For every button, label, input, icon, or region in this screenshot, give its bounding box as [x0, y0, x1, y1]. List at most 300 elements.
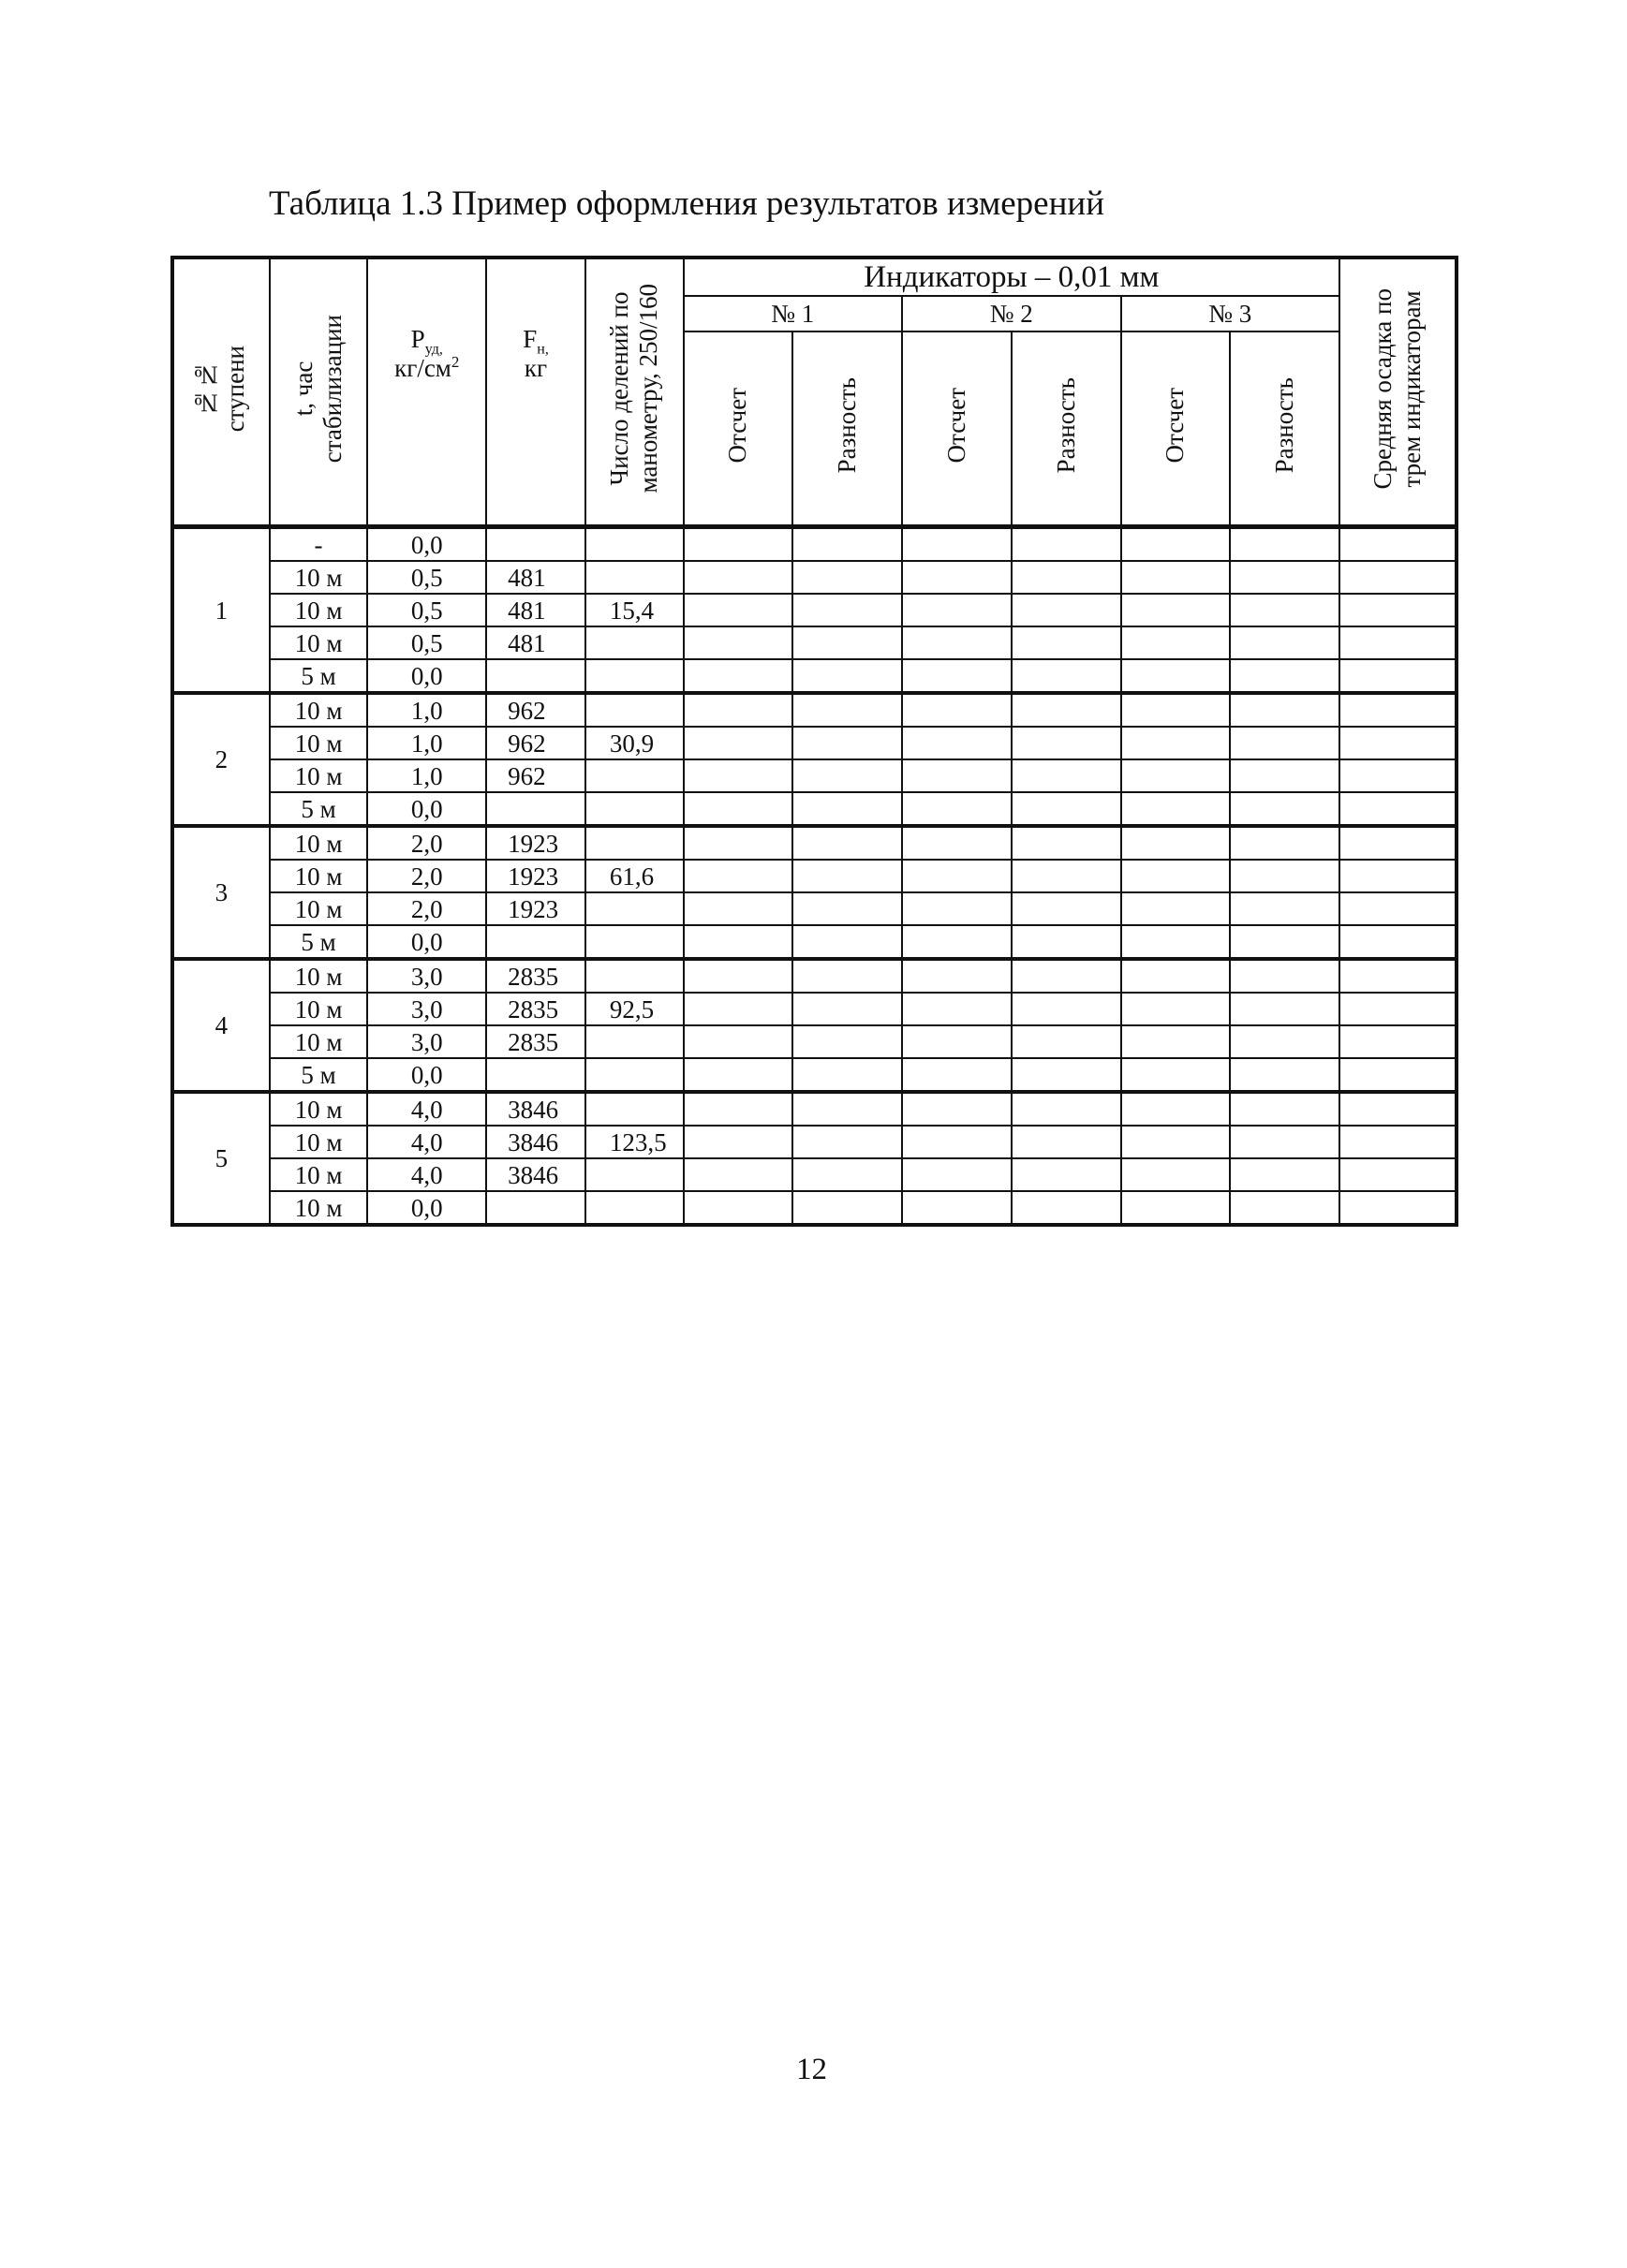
time-cell: 10 м	[270, 1092, 368, 1126]
indicator-value-cell	[1012, 693, 1121, 727]
time-cell: 5 м	[270, 1058, 368, 1092]
indicator-value-cell	[1121, 594, 1231, 626]
indicator-value-cell	[1012, 626, 1121, 659]
table-row	[172, 693, 1457, 727]
indicator-1-header: № 1	[684, 296, 903, 331]
divisions-cell	[585, 1092, 684, 1126]
indicator-value-cell	[1121, 527, 1231, 562]
indicator-value-cell	[1012, 659, 1121, 693]
indicator-value-cell	[902, 1126, 1012, 1158]
time-cell: 10 м	[270, 626, 368, 659]
divisions-header-line1: Число делений по	[605, 291, 634, 486]
indicator-value-cell	[1230, 594, 1339, 626]
indicator-value-cell	[684, 759, 793, 792]
force-header	[486, 258, 585, 527]
indicator-value-cell	[1230, 626, 1339, 659]
pressure-cell: 1,0	[367, 727, 486, 759]
table-row	[172, 792, 1457, 826]
time-cell: 10 м	[270, 892, 368, 925]
indicator-value-cell	[902, 1092, 1012, 1126]
indicator-value-cell	[1012, 1092, 1121, 1126]
indicator-value-cell	[684, 1058, 793, 1092]
divisions-cell: 15,4	[585, 594, 684, 626]
divisions-cell	[585, 693, 684, 727]
time-cell: 10 м	[270, 860, 368, 892]
indicator-value-cell	[792, 659, 902, 693]
indicator-2-reading-label: Отсчет	[941, 387, 970, 464]
indicator-value-cell	[1012, 1158, 1121, 1191]
time-cell: 10 м	[270, 1126, 368, 1158]
time-cell: 10 м	[270, 1158, 368, 1191]
force-cell: 3846	[486, 1092, 585, 1126]
indicator-value-cell	[1230, 959, 1339, 993]
pressure-cell: 2,0	[367, 826, 486, 860]
time-cell: 10 м	[270, 693, 368, 727]
force-symbol: F	[523, 325, 538, 353]
pressure-cell: 4,0	[367, 1092, 486, 1126]
pressure-cell: 1,0	[367, 693, 486, 727]
indicator-value-cell	[792, 993, 902, 1025]
pressure-header-unit	[368, 354, 485, 383]
indicator-value-cell	[1121, 1191, 1231, 1225]
indicator-value-cell	[792, 860, 902, 892]
force-cell: 481	[486, 561, 585, 594]
indicator-value-cell	[1230, 993, 1339, 1025]
indicator-value-cell	[1121, 759, 1231, 792]
pressure-cell: 0,0	[367, 1058, 486, 1092]
indicator-value-cell	[792, 626, 902, 659]
indicator-1-difference-label: Разность	[833, 376, 862, 474]
divisions-header	[585, 258, 684, 527]
divisions-cell: 61,6	[585, 860, 684, 892]
force-cell: 962	[486, 759, 585, 792]
stage-header-line2: ступени	[221, 345, 250, 433]
indicator-3-difference-label: Разность	[1270, 376, 1299, 474]
time-cell: 5 м	[270, 925, 368, 959]
indicator-value-cell	[1230, 1191, 1339, 1225]
table-row	[172, 1191, 1457, 1225]
indicator-value-cell	[792, 892, 902, 925]
pressure-cell: 0,5	[367, 561, 486, 594]
divisions-cell	[585, 826, 684, 860]
indicator-value-cell	[1230, 527, 1339, 562]
pressure-symbol: P	[410, 325, 425, 353]
indicator-1-difference-header	[792, 331, 902, 527]
force-cell	[486, 1191, 585, 1225]
divisions-cell	[585, 1058, 684, 1092]
pressure-cell: 0,5	[367, 594, 486, 626]
force-cell: 2835	[486, 1025, 585, 1058]
divisions-cell	[585, 1191, 684, 1225]
table-row	[172, 659, 1457, 693]
indicator-value-cell	[792, 1092, 902, 1126]
indicator-value-cell	[1121, 727, 1231, 759]
indicator-value-cell	[902, 1058, 1012, 1092]
pressure-cell: 0,0	[367, 659, 486, 693]
indicator-2-difference-label: Разность	[1051, 376, 1080, 474]
divisions-cell	[585, 759, 684, 792]
indicator-value-cell	[792, 792, 902, 826]
time-cell: 5 м	[270, 792, 368, 826]
indicator-value-cell	[684, 1158, 793, 1191]
indicator-value-cell	[1121, 1025, 1231, 1058]
indicator-value-cell	[902, 594, 1012, 626]
table-row	[172, 892, 1457, 925]
table-row	[172, 1092, 1457, 1126]
average-header-line1: Средняя осадка по	[1368, 287, 1398, 490]
indicator-value-cell	[902, 561, 1012, 594]
time-header	[270, 258, 368, 527]
indicator-value-cell	[1230, 1092, 1339, 1126]
indicator-value-cell	[684, 626, 793, 659]
indicator-2-reading-header	[902, 331, 1012, 527]
indicator-value-cell	[1012, 759, 1121, 792]
indicator-value-cell	[792, 693, 902, 727]
indicator-value-cell	[1121, 1158, 1231, 1191]
average-cell	[1339, 561, 1457, 594]
force-cell: 2835	[486, 993, 585, 1025]
average-cell	[1339, 659, 1457, 693]
average-cell	[1339, 759, 1457, 792]
time-cell: -	[270, 527, 368, 562]
indicator-value-cell	[1012, 826, 1121, 860]
indicator-value-cell	[902, 792, 1012, 826]
pressure-unit-superscript: 2	[451, 353, 460, 371]
average-cell	[1339, 1092, 1457, 1126]
indicator-1-reading-header	[684, 331, 793, 527]
indicator-value-cell	[684, 659, 793, 693]
indicator-value-cell	[1230, 1058, 1339, 1092]
stage-header-line1: №№	[192, 361, 221, 417]
indicator-value-cell	[684, 527, 793, 562]
time-cell: 10 м	[270, 1191, 368, 1225]
divisions-header-line2: манометру, 250/160	[634, 284, 663, 493]
indicator-value-cell	[902, 693, 1012, 727]
indicator-value-cell	[902, 959, 1012, 993]
pressure-cell: 3,0	[367, 993, 486, 1025]
indicator-value-cell	[792, 594, 902, 626]
indicator-value-cell	[1012, 792, 1121, 826]
indicator-value-cell	[1012, 561, 1121, 594]
pressure-cell: 2,0	[367, 860, 486, 892]
pressure-cell: 3,0	[367, 959, 486, 993]
pressure-cell: 0,0	[367, 527, 486, 562]
indicator-value-cell	[1230, 826, 1339, 860]
time-cell: 5 м	[270, 659, 368, 693]
pressure-cell: 0,0	[367, 792, 486, 826]
indicator-value-cell	[792, 959, 902, 993]
force-cell	[486, 527, 585, 562]
force-cell: 2835	[486, 959, 585, 993]
indicator-value-cell	[1230, 693, 1339, 727]
pressure-header	[367, 258, 486, 527]
indicator-value-cell	[902, 860, 1012, 892]
indicator-value-cell	[792, 561, 902, 594]
force-cell: 1923	[486, 826, 585, 860]
pressure-cell: 0,0	[367, 1191, 486, 1225]
indicator-3-reading-header	[1121, 331, 1231, 527]
indicator-value-cell	[1012, 1126, 1121, 1158]
indicator-value-cell	[1121, 826, 1231, 860]
indicator-value-cell	[1012, 925, 1121, 959]
force-cell: 3846	[486, 1158, 585, 1191]
indicator-3-header: № 3	[1121, 296, 1340, 331]
table-row	[172, 1158, 1457, 1191]
stage-number-cell: 2	[172, 693, 270, 826]
indicator-value-cell	[684, 727, 793, 759]
indicator-value-cell	[1230, 1158, 1339, 1191]
indicator-value-cell	[1121, 892, 1231, 925]
average-cell	[1339, 792, 1457, 826]
force-cell: 481	[486, 626, 585, 659]
table-body	[172, 527, 1457, 1226]
divisions-cell: 92,5	[585, 993, 684, 1025]
indicator-value-cell	[792, 759, 902, 792]
divisions-cell: 30,9	[585, 727, 684, 759]
indicator-value-cell	[1230, 925, 1339, 959]
force-cell	[486, 792, 585, 826]
table-row	[172, 561, 1457, 594]
indicator-value-cell	[1230, 860, 1339, 892]
pressure-cell: 2,0	[367, 892, 486, 925]
indicator-value-cell	[684, 693, 793, 727]
force-header-symbol	[487, 325, 584, 358]
indicator-value-cell	[792, 925, 902, 959]
indicator-value-cell	[684, 1025, 793, 1058]
divisions-cell	[585, 527, 684, 562]
time-cell: 10 м	[270, 759, 368, 792]
pressure-cell: 0,0	[367, 925, 486, 959]
table-row	[172, 1126, 1457, 1158]
average-cell	[1339, 1126, 1457, 1158]
average-cell	[1339, 594, 1457, 626]
table-row	[172, 527, 1457, 562]
average-cell	[1339, 892, 1457, 925]
table-row	[172, 826, 1457, 860]
force-cell: 481	[486, 594, 585, 626]
indicator-value-cell	[902, 727, 1012, 759]
average-cell	[1339, 925, 1457, 959]
table-row	[172, 1025, 1457, 1058]
indicator-value-cell	[1230, 792, 1339, 826]
table-row	[172, 860, 1457, 892]
average-cell	[1339, 727, 1457, 759]
divisions-cell	[585, 1025, 684, 1058]
indicator-value-cell	[684, 892, 793, 925]
indicator-value-cell	[684, 792, 793, 826]
time-cell: 10 м	[270, 594, 368, 626]
average-cell	[1339, 993, 1457, 1025]
time-cell: 10 м	[270, 561, 368, 594]
stage-number-cell: 4	[172, 959, 270, 1092]
indicator-value-cell	[902, 527, 1012, 562]
divisions-cell	[585, 792, 684, 826]
indicator-value-cell	[684, 959, 793, 993]
divisions-cell	[585, 561, 684, 594]
force-cell	[486, 925, 585, 959]
average-cell	[1339, 693, 1457, 727]
indicator-value-cell	[1121, 1058, 1231, 1092]
indicator-value-cell	[1121, 693, 1231, 727]
indicator-value-cell	[792, 1058, 902, 1092]
divisions-cell	[585, 659, 684, 693]
indicator-value-cell	[1121, 959, 1231, 993]
stage-number-cell: 5	[172, 1092, 270, 1225]
divisions-cell	[585, 626, 684, 659]
indicator-value-cell	[1121, 792, 1231, 826]
indicators-header: Индикаторы – 0,01 мм	[684, 258, 1340, 296]
indicator-value-cell	[1230, 727, 1339, 759]
indicator-value-cell	[792, 1025, 902, 1058]
indicator-value-cell	[1012, 993, 1121, 1025]
force-cell	[486, 1058, 585, 1092]
force-cell: 1923	[486, 892, 585, 925]
force-cell: 3846	[486, 1126, 585, 1158]
table-row	[172, 925, 1457, 959]
pressure-header-symbol	[368, 325, 485, 358]
average-cell	[1339, 1191, 1457, 1225]
indicator-2-difference-header	[1012, 331, 1121, 527]
indicator-value-cell	[1012, 860, 1121, 892]
indicator-value-cell	[1121, 1126, 1231, 1158]
stage-header	[172, 258, 270, 527]
divisions-cell	[585, 1158, 684, 1191]
indicator-value-cell	[684, 860, 793, 892]
indicator-value-cell	[684, 925, 793, 959]
results-table	[170, 256, 1458, 1227]
divisions-cell: 123,5	[585, 1126, 684, 1158]
force-subscript: н,	[537, 341, 549, 358]
indicator-value-cell	[902, 759, 1012, 792]
pressure-subscript: уд,	[424, 341, 443, 358]
indicator-value-cell	[902, 993, 1012, 1025]
indicator-value-cell	[1012, 1058, 1121, 1092]
indicator-value-cell	[902, 659, 1012, 693]
average-cell	[1339, 527, 1457, 562]
indicator-value-cell	[902, 826, 1012, 860]
indicator-value-cell	[1230, 892, 1339, 925]
table-row	[172, 1058, 1457, 1092]
pressure-cell: 1,0	[367, 759, 486, 792]
indicator-value-cell	[792, 527, 902, 562]
indicator-value-cell	[792, 1126, 902, 1158]
indicator-value-cell	[902, 925, 1012, 959]
indicator-1-reading-label: Отсчет	[723, 387, 752, 464]
average-header	[1339, 258, 1457, 527]
indicator-value-cell	[1012, 1191, 1121, 1225]
indicator-value-cell	[1121, 860, 1231, 892]
indicator-value-cell	[1012, 892, 1121, 925]
indicator-value-cell	[1230, 759, 1339, 792]
indicator-value-cell	[1121, 1092, 1231, 1126]
table-row	[172, 959, 1457, 993]
pressure-cell: 4,0	[367, 1158, 486, 1191]
time-header-line1: t, час	[289, 361, 318, 417]
indicator-value-cell	[1012, 594, 1121, 626]
indicator-value-cell	[1121, 626, 1231, 659]
average-cell	[1339, 860, 1457, 892]
indicator-3-reading-label: Отсчет	[1161, 387, 1190, 464]
time-header-line2: стабилизации	[318, 314, 347, 464]
indicator-value-cell	[684, 561, 793, 594]
pressure-cell: 0,5	[367, 626, 486, 659]
indicator-value-cell	[902, 892, 1012, 925]
table-row	[172, 993, 1457, 1025]
force-cell: 962	[486, 727, 585, 759]
pressure-unit: кг/см	[394, 354, 451, 382]
indicator-value-cell	[684, 993, 793, 1025]
force-cell	[486, 659, 585, 693]
indicator-value-cell	[792, 1191, 902, 1225]
pressure-cell: 4,0	[367, 1126, 486, 1158]
indicator-value-cell	[684, 1092, 793, 1126]
table-row	[172, 594, 1457, 626]
average-cell	[1339, 959, 1457, 993]
divisions-cell	[585, 925, 684, 959]
indicator-3-difference-header	[1230, 331, 1339, 527]
table-row	[172, 727, 1457, 759]
force-cell: 1923	[486, 860, 585, 892]
indicator-value-cell	[902, 626, 1012, 659]
indicator-value-cell	[1012, 959, 1121, 993]
pressure-cell: 3,0	[367, 1025, 486, 1058]
time-cell: 10 м	[270, 993, 368, 1025]
average-cell	[1339, 626, 1457, 659]
time-cell: 10 м	[270, 727, 368, 759]
table-row	[172, 759, 1457, 792]
indicator-value-cell	[792, 826, 902, 860]
time-cell: 10 м	[270, 1025, 368, 1058]
average-cell	[1339, 1025, 1457, 1058]
indicator-value-cell	[902, 1025, 1012, 1058]
stage-number-cell: 1	[172, 527, 270, 694]
indicator-value-cell	[902, 1158, 1012, 1191]
indicator-value-cell	[792, 727, 902, 759]
average-header-line2: трем индикаторам	[1398, 289, 1427, 488]
indicator-value-cell	[684, 1191, 793, 1225]
average-cell	[1339, 1158, 1457, 1191]
average-cell	[1339, 826, 1457, 860]
indicator-value-cell	[684, 1126, 793, 1158]
time-cell: 10 м	[270, 826, 368, 860]
indicator-value-cell	[1230, 659, 1339, 693]
indicator-2-header: № 2	[902, 296, 1121, 331]
indicator-value-cell	[1121, 925, 1231, 959]
indicator-value-cell	[1012, 1025, 1121, 1058]
divisions-cell	[585, 959, 684, 993]
indicator-value-cell	[1230, 1025, 1339, 1058]
indicator-value-cell	[684, 594, 793, 626]
indicator-value-cell	[1230, 1126, 1339, 1158]
indicator-value-cell	[1121, 561, 1231, 594]
table-caption: Таблица 1.3 Пример оформления результатов измерений	[269, 184, 1104, 223]
table-row	[172, 626, 1457, 659]
force-unit: кг	[524, 354, 548, 382]
indicator-value-cell	[792, 1158, 902, 1191]
page-number: 12	[796, 2053, 827, 2086]
force-cell: 962	[486, 693, 585, 727]
indicator-value-cell	[1121, 993, 1231, 1025]
indicator-value-cell	[1012, 727, 1121, 759]
indicator-value-cell	[1230, 561, 1339, 594]
stage-number-cell: 3	[172, 826, 270, 959]
indicator-value-cell	[902, 1191, 1012, 1225]
time-cell: 10 м	[270, 959, 368, 993]
indicator-value-cell	[684, 826, 793, 860]
indicator-value-cell	[1121, 659, 1231, 693]
indicator-value-cell	[1012, 527, 1121, 562]
divisions-cell	[585, 892, 684, 925]
